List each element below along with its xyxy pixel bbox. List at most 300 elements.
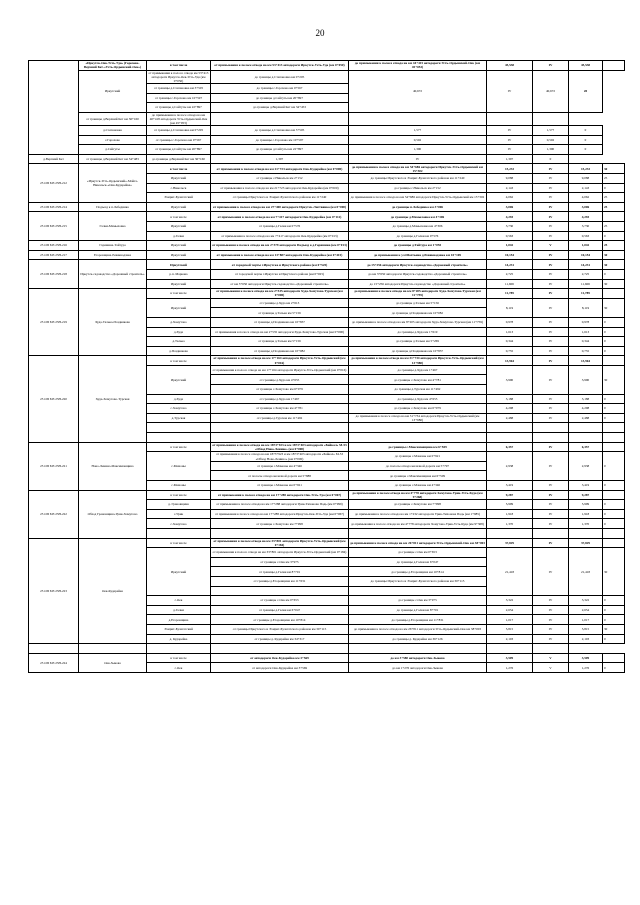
table-cell: 30 <box>603 260 625 270</box>
table-cell: 11,789 <box>569 289 603 299</box>
table-cell: 0 <box>603 663 625 673</box>
table-cell: от примыкания к полосе отвода на км 17+288 автодороги Оек-Усть-Уда (км 0+067) <box>211 490 349 500</box>
table-cell: IV <box>533 615 569 625</box>
table-cell: 3,006 <box>569 202 603 212</box>
table-cell: IV <box>533 317 569 327</box>
table-cell: 10,154 <box>569 250 603 260</box>
table-cell: Ново-Ленино-Максимовщина <box>79 442 147 490</box>
table-cell: от границы с.Горохово км 10+597 <box>147 93 211 103</box>
table-cell: до границы д.Худа км 1+467 <box>349 365 487 375</box>
table-cell: 4,298 <box>569 404 603 414</box>
table-row <box>29 653 625 663</box>
table-cell <box>349 586 487 596</box>
table-cell: до границы д.Мамыловка км 4+306 <box>349 212 487 222</box>
table-cell: 3,322 <box>569 596 603 606</box>
table-row <box>29 126 625 136</box>
table-cell: 0 <box>603 615 625 625</box>
table-cell: IV <box>533 212 569 222</box>
table-row <box>29 164 625 174</box>
table-cell <box>487 112 533 125</box>
table-cell: до границы п.Лебединка км 3+006 <box>349 202 487 212</box>
table-cell: до границы д.Верхний Кет км 36+160 <box>147 154 211 164</box>
table-cell: от примыкания к полосе отвода на км 17+288 автодороги Урик-Тихонова Падь (км 0+999) <box>211 500 349 510</box>
table-cell: 25 ОП МЗ 25Н-220 <box>29 356 79 442</box>
table-cell: 20 <box>569 70 603 112</box>
table-cell: 1,918 <box>487 509 533 519</box>
table-cell: в том числе <box>147 61 211 71</box>
table-cell: 45,538 <box>487 61 533 71</box>
table-cell <box>79 644 147 654</box>
table-cell: до границы с.Никольск км 2+152 <box>349 183 487 193</box>
table-cell: до границы с.Хомутово км 6+079 <box>349 404 487 414</box>
table-cell <box>533 644 569 654</box>
table-cell: до границы д.Верхний Кет км 34+453 <box>211 103 349 113</box>
table-cell: с.Урик <box>147 509 211 519</box>
table-cell: IV <box>533 174 569 184</box>
table-cell: до км 3+580 автодороги Оек-Зыкова <box>349 653 487 663</box>
table-cell: 11,789 <box>487 289 533 299</box>
table-cell: д.Турская <box>147 413 211 423</box>
table-cell: от городской черты г.Иркутска и Иркутского района (км 0+525) <box>211 260 349 270</box>
table-cell: до границы д.Худа км 4+655 <box>349 394 487 404</box>
table-cell: Иркутский <box>147 221 211 231</box>
table-cell: 0,978 <box>487 317 533 327</box>
table-cell: IV <box>533 394 569 404</box>
table-cell: 45,538 <box>569 61 603 71</box>
table-cell: в том числе <box>147 442 211 452</box>
table-cell: от примыкания к полосе отвода на км 17+288 автодороги Иркутск-Оек-Усть-Уда (км 0+067) <box>211 509 349 519</box>
table-cell: д.Галки <box>147 605 211 615</box>
table-cell: от границы д.Худа км 1+467 <box>211 394 349 404</box>
table-cell: IV <box>533 490 569 500</box>
table-cell: до примыкания к полосе отвода на км 4+778 автодороги Хомутово-Урик-Усть-Куда (км 9+268) <box>349 490 487 500</box>
table-cell: в том числе <box>147 490 211 500</box>
table-cell: д.Сайгуты <box>79 145 147 155</box>
table-cell: 2,103 <box>487 634 533 644</box>
table-cell: IV <box>487 70 533 112</box>
table-cell: 8,119 <box>569 298 603 317</box>
table-cell: 14,231 <box>487 260 533 270</box>
table-cell: до границы д.Сайгуты км 22+897 <box>211 145 349 155</box>
table-cell: 25 ОП МЗ 25Н-222 <box>29 490 79 538</box>
table-cell: до границы д.Позднякова км 10+082 <box>349 308 487 318</box>
table-cell: от примыкания к полосе отвода на км 21+723 автодороги Оек-Кударейка (км 0+000) <box>211 183 349 193</box>
table-cell: до примыкания к полосе отвода на км 26+811 автодороги Усть-Ордынский-Оек км 38+003 <box>349 538 487 548</box>
table-cell: IV <box>533 481 569 491</box>
table-cell: д.Позднякова <box>147 346 211 356</box>
table-cell: 25 <box>603 221 625 231</box>
table-cell: от границы Иркутского и Эхирит-Булагатского районов км 11+240 <box>211 193 349 203</box>
table-cell: до границы с.Горохово км 0+567 <box>211 83 349 93</box>
table-cell: до границы с.Хомутово км 4+781 <box>349 375 487 385</box>
table-cell: IV <box>533 289 569 299</box>
table-cell: IV <box>533 413 569 423</box>
table-cell: Оек-Кударейка <box>79 538 147 644</box>
table-cell: с.Мамоны <box>147 481 211 491</box>
page-number: 20 <box>315 28 325 38</box>
table-cell: 3,990 <box>487 365 533 394</box>
table-cell <box>349 644 487 654</box>
table-row <box>29 112 625 125</box>
table-cell: IV <box>487 126 533 136</box>
table-cell: Оек-Зыкова <box>79 653 147 672</box>
table-cell: от границы д.Верхний Кет км 34+483 <box>79 154 147 164</box>
table-cell: от примыкания к полосе отвода на км 2+535 автодороги Худа-Хомутово-Турская (км 0+000) <box>211 289 349 299</box>
table-cell: IV <box>533 442 569 452</box>
table-cell: 40,672 <box>533 70 569 112</box>
table-cell: IV <box>533 164 569 174</box>
table-cell: 3,322 <box>487 596 533 606</box>
table-cell: IV <box>533 509 569 519</box>
table-cell <box>603 490 625 500</box>
table-cell: 0 <box>603 317 625 327</box>
table-row <box>29 70 625 83</box>
table-cell: 6,357 <box>487 442 533 452</box>
table-cell: от примыкания к полосе отвода на км 2+535 автодороги Худа-Хомутово-Турская (км 0+000) <box>211 327 349 337</box>
table-cell: 4,293 <box>487 212 533 222</box>
table-cell: 0 <box>603 596 625 606</box>
table-cell: 3,188 <box>569 394 603 404</box>
table-cell: от границы д.Егоровщина км 10+814 <box>211 615 349 625</box>
table-cell: д.Степановка <box>79 126 147 136</box>
table-cell <box>211 528 349 538</box>
table-cell: от границы с.Мамоны км 4+346 <box>211 461 349 471</box>
table-cell: 0 <box>603 231 625 241</box>
table-cell: от границы Иркутского и Эхирит-Булагатского районов км 30+115 <box>211 624 349 634</box>
table-cell: в том числе <box>147 356 211 366</box>
table-cell: 1,042 <box>487 241 533 251</box>
table-cell: 2,725 <box>487 269 533 279</box>
table-cell <box>349 433 487 443</box>
table-cell: 6,357 <box>569 442 603 452</box>
table-cell: 11,606 <box>569 279 603 289</box>
table-cell <box>147 528 211 538</box>
table-cell: д.Верхний Кет <box>29 154 79 164</box>
table-cell: от примыкания к полосе отвода на км 33+801 автодороги Иркутск-Усть-Ордынский (км 0+184) <box>211 538 349 548</box>
table-cell: от примыкания к полосе отвода на км 17+164 автодороги Иркутск-Усть-Ордынский (км 0+016) <box>211 356 349 366</box>
table-cell: до границы д.Турская км 11+492 <box>349 385 487 395</box>
table-cell <box>533 433 569 443</box>
table-cell: 0 <box>569 145 603 155</box>
table-cell: до границы с.Мамоны км 4+346 <box>349 481 487 491</box>
table-cell: от границы д. Кударейка км 34+317 <box>211 634 349 644</box>
table-cell: Иркутский <box>79 70 147 112</box>
table-cell: д.Худа <box>147 394 211 404</box>
table-cell: 25 ОП МЗ 25Н-217 <box>29 250 79 260</box>
table-cell: 0,755 <box>569 346 603 356</box>
table-cell: V <box>533 653 569 663</box>
table-row <box>29 202 625 212</box>
table-cell: от автодороги Оек-Кударейка км 3+569 <box>211 653 349 663</box>
table-cell: 25 ОП МЗ 25Н-212 <box>29 164 79 202</box>
table-cell: 0 <box>569 126 603 136</box>
table-cell: Иркутский <box>147 250 211 260</box>
table-cell: до границы с.Мамоны км 0+921 <box>349 452 487 462</box>
table-cell: 4,293 <box>569 212 603 222</box>
table-cell: от границы с.Мамоны км 0+921 <box>211 481 349 491</box>
table-row <box>29 490 625 500</box>
table-cell: IV <box>533 548 569 596</box>
table-cell: Эхирит-Булагатский <box>147 624 211 634</box>
table-cell: 25 <box>603 174 625 184</box>
table-cell: до границы д.Степановка км 0+205 <box>211 70 349 83</box>
table-cell: 37,829 <box>569 538 603 548</box>
table-cell: 1,042 <box>569 241 603 251</box>
table-cell: от примыкания к полосе отвода на км 27+400 автодороги Иркутск-Листвянка (км 0+000) <box>211 202 349 212</box>
table-cell: от границы д.Галки км 0+576 <box>211 221 349 231</box>
table-cell: IV <box>533 365 569 394</box>
table-cell: д.Егоровщина <box>147 615 211 625</box>
table-cell: 21,418 <box>569 548 603 596</box>
table-cell: Эхирит-Булагатский <box>147 193 211 203</box>
table-cell: до границы д.Галки км 6+047 <box>349 557 487 567</box>
table-cell <box>569 433 603 443</box>
table-cell: Худа-Талька-Поздняковa <box>79 289 147 356</box>
table-cell: до границы д.Сайгуты км 20+897 <box>211 93 349 103</box>
table-cell <box>211 644 349 654</box>
table-cell: до примыкания к полосе отвода на км 54+686 автодороги Иркутск-Усть-Ордынский км 15+302 <box>349 164 487 174</box>
table-cell: 13,964 <box>569 356 603 366</box>
table-cell: 15,233 <box>487 164 533 174</box>
table-cell: 25 ОП МЗ 25Н-218 <box>29 260 79 289</box>
table-cell: IV <box>533 183 569 193</box>
table-cell: 25 ОП МЗ 25Н-223 <box>29 538 79 644</box>
table-cell <box>603 289 625 299</box>
table-cell: Иркутский <box>147 260 211 270</box>
table-cell: 1,390 <box>349 145 487 155</box>
table-cell: до границы д.Егоровщина км 10+814 <box>349 567 487 577</box>
table-cell: 9,287 <box>487 490 533 500</box>
table-cell: от автодороги Оек-Кударейка км 3+569 <box>211 663 349 673</box>
table-cell: от границы с.Хомутово км 4+781 <box>211 404 349 414</box>
table-cell: от границы д.Сайгуты км 20+897 <box>147 145 211 155</box>
table-cell: 0 <box>603 519 625 529</box>
table-cell: 1,918 <box>569 509 603 519</box>
table-cell: 0 <box>603 394 625 404</box>
table-cell: в том числе <box>147 653 211 663</box>
table-cell: IV <box>533 346 569 356</box>
table-cell: от границы д.Сайгуты км 22+897 <box>147 103 211 113</box>
table-cell: 2,938 <box>569 452 603 481</box>
table-cell: от примыкания к полосе отвода на км 33+801 автодороги Иркутск-Усть-Ордынский (км 0+184) <box>211 548 349 558</box>
table-cell: IV <box>533 356 569 366</box>
table-cell: Иркутский <box>147 279 211 289</box>
table-cell: Горяшина-Тайтура <box>79 241 147 251</box>
table-cell <box>603 356 625 366</box>
table-cell <box>211 586 349 596</box>
table-cell: от городской черты г.Иркутска и Иркутского района (км 0+025) <box>211 269 349 279</box>
table-cell: 2,143 <box>569 183 603 193</box>
table-cell: д. Грановщина <box>147 500 211 510</box>
table-row <box>29 260 625 270</box>
table-cell <box>603 653 625 663</box>
table-cell: 1,370 <box>569 519 603 529</box>
table-cell: до границы д.Галки км 8+701 <box>349 605 487 615</box>
table-cell: IV <box>533 250 569 260</box>
table-cell: 25 ОП МЗ 25Н-214 <box>29 202 79 212</box>
table-cell: IV <box>533 221 569 231</box>
table-cell: до границы д.Мамыловка км 4+306 <box>349 221 487 231</box>
table-cell: в том числе <box>147 289 211 299</box>
table-cell: Подъезд к п.Лебединка <box>79 202 147 212</box>
table-cell: 3,006 <box>487 202 533 212</box>
table-cell: 3,730 <box>487 221 533 231</box>
table-cell: 0,344 <box>487 337 533 347</box>
table-cell: Галки-Мамыловка <box>79 212 147 241</box>
table-row <box>29 154 625 164</box>
table-cell: 1,577 <box>533 126 569 136</box>
table-cell: до границы д.Талька км 5+156 <box>349 298 487 308</box>
table-cell: от границы д.Худа км 4+655 <box>211 375 349 385</box>
table-cell: Иркутск-садоводство «Дорожный строитель» <box>79 260 147 289</box>
table-cell: до примыкания к полосе отвода на км 54+686 автодороги Иркутск-Усть-Ордынский км 15+302 <box>349 193 487 203</box>
table-cell: до границы д.Галки км 0+576 <box>349 231 487 241</box>
table-cell: IV <box>533 260 569 270</box>
table-cell: IV <box>533 605 569 615</box>
table-cell: 37,829 <box>487 538 533 548</box>
table-cell <box>211 423 349 433</box>
table-cell: IV <box>533 337 569 347</box>
table-cell: 0 <box>603 634 625 644</box>
table-row <box>29 442 625 452</box>
table-cell: от границы с.Никольск км 2+152 <box>211 174 349 184</box>
table-cell: до примыкания к ул.Шахтьина д.Ревякнадзвка км 10+169 <box>349 250 487 260</box>
table-cell: 0 <box>603 500 625 510</box>
table-cell: до границы с.Оек км 0+653 <box>349 548 487 558</box>
table-cell: с.Горохово <box>79 135 147 145</box>
table-cell: от примыкания к полосе отвода на км 7+417 автодороги Оек-Кударейка (км 0+112) <box>211 212 349 222</box>
table-cell: до границы д.Тайтура км 1+055 <box>349 241 487 251</box>
table-cell: до примыкания к полосе отвода на км 1+232 автодороги Урик-Тихонова Падь (км 1+985) <box>349 509 487 519</box>
table-cell: 1,276 <box>569 663 603 673</box>
table-cell: 0 <box>569 135 603 145</box>
table-cell: от км 3+650 автодороги Иркутск-садоводство «Дорожный строитель» <box>211 279 349 289</box>
table-cell <box>147 433 211 443</box>
table-cell: до границы Иркутского и Эхирит-Булагатского районов км 30+115 <box>349 576 487 586</box>
table-cell: 9,088 <box>487 174 533 184</box>
table-cell: от границы д.Галки км 8+701 <box>211 567 349 577</box>
table-cell <box>603 538 625 548</box>
table-cell <box>349 112 487 125</box>
table-cell: от границы д.Галки км 6+047 <box>211 605 349 615</box>
table-cell: д. Кударейка <box>147 634 211 644</box>
table-cell: с.Никольск <box>147 183 211 193</box>
table-cell: от границы д.Позднякова км 10+082 <box>211 346 349 356</box>
table-cell: V <box>533 241 569 251</box>
table-cell: от границы д.Талька км 5+156 <box>211 337 349 347</box>
table-cell: 5,815 <box>487 624 533 634</box>
table-cell <box>569 423 603 433</box>
table-cell: до примыкания к полосе отвода на км 44+415 автодороги Усть-Ордынский-Оек (км 45+053) <box>349 61 487 71</box>
table-cell: 30 <box>603 624 625 634</box>
table-row <box>29 250 625 260</box>
table-cell: 30 <box>603 250 625 260</box>
table-cell: 0 <box>603 183 625 193</box>
table-cell: IV <box>533 634 569 644</box>
table-cell: от границы д.Худа км 2+613 <box>211 298 349 308</box>
table-cell: от границы с.Оек км 0+653 <box>211 596 349 606</box>
table-cell: 30 <box>603 365 625 394</box>
table-cell <box>147 644 211 654</box>
table-cell: IV <box>533 231 569 241</box>
table-cell: до примыкания к полосе отвода на км 31+734 автодороги Иркутск-Усть-Ордынский (км 13+980) <box>349 413 487 423</box>
table-cell: 2,488 <box>487 413 533 423</box>
table-cell: до границы д.Талька км 5+269 <box>349 337 487 347</box>
table-cell: 25 ОП МЗ 25Н-215 <box>29 212 79 241</box>
table-cell: 5,999 <box>569 500 603 510</box>
table-cell: 3,509 <box>569 653 603 663</box>
table-cell: 3,188 <box>487 394 533 404</box>
table-cell: 0,563 <box>487 231 533 241</box>
table-cell: с.Оек <box>147 663 211 673</box>
table-cell: 10,154 <box>487 250 533 260</box>
table-cell <box>533 423 569 433</box>
table-cell: с.Хомутово <box>147 519 211 529</box>
table-cell: 2,103 <box>569 634 603 644</box>
table-cell: 0 <box>603 269 625 279</box>
table-cell: до границы с.Максимовщина км 6+509 <box>349 471 487 481</box>
table-cell: 0,344 <box>569 337 603 347</box>
table-cell: 25 ОП МЗ 25Н-216 <box>29 241 79 251</box>
table-cell: 0 <box>603 605 625 615</box>
table-cell: 2,143 <box>487 183 533 193</box>
table-cell <box>211 112 349 125</box>
table-cell: от примыкания к полосе отвода на км 2+379 автодороги Подъезд к д.Горяшина (км 0+013) <box>211 241 349 251</box>
table-cell <box>569 528 603 538</box>
road-register-table <box>28 60 625 673</box>
table-cell: д.Талька <box>147 337 211 347</box>
table-cell <box>29 61 79 155</box>
table-cell: 0 <box>603 404 625 414</box>
table-cell: до примыкания к полосе отвода на км 40+418 автодороги Усть-Ордынский-Оек (км 45+053) <box>147 112 211 125</box>
table-cell: д.Галки <box>147 231 211 241</box>
table-cell: «Иркутск-Усть-Ордынский»-Мойга-Никольск-«Оек-Кударейка» <box>79 164 147 202</box>
table-cell <box>603 442 625 452</box>
table-cell: от границы д.Турская км 11+492 <box>211 413 349 423</box>
table-cell: Иркутский <box>147 365 211 394</box>
table-cell: до границы д.Позднякова км 10+837 <box>349 346 487 356</box>
table-cell: 2,654 <box>487 605 533 615</box>
table-row <box>29 538 625 548</box>
table-cell: 1,613 <box>487 327 533 337</box>
table-cell: д.Хомутово <box>147 317 211 327</box>
table-cell: до примыкания к полосе отвода на км 4+778 автодороги Хомутово-Урик-Усть-Куда (км 9+368) <box>349 519 487 529</box>
table-cell: 21,418 <box>487 548 533 596</box>
table-cell: до границы д. Кударейка км 36+126 <box>349 634 487 644</box>
table-cell: IV <box>533 500 569 510</box>
table-cell: до границы д.Худа км 1+619 <box>349 327 487 337</box>
table-cell <box>603 433 625 443</box>
table-cell: V <box>533 663 569 673</box>
table-cell: 1,397 <box>211 154 349 164</box>
table-cell <box>603 61 625 71</box>
table-cell: от границы с.Хомутово км 6+079 <box>211 385 349 395</box>
table-cell: 25 <box>603 193 625 203</box>
table-cell <box>29 644 79 654</box>
table-row <box>29 644 625 654</box>
table-cell: д.Худа <box>147 327 211 337</box>
table-cell: 2,488 <box>569 413 603 423</box>
table-cell: до границы д.Степановка км 3+505 <box>211 126 349 136</box>
table-cell: 1,577 <box>349 126 487 136</box>
table-cell: 1,017 <box>569 615 603 625</box>
table-cell: Иркутский <box>147 202 211 212</box>
table-cell: 15,233 <box>569 164 603 174</box>
table-cell: IV <box>487 145 533 155</box>
table-cell: 0 <box>603 452 625 481</box>
table-cell <box>487 433 533 443</box>
table-cell: Обход Грановщина-Урик-Хомутово <box>79 490 147 538</box>
